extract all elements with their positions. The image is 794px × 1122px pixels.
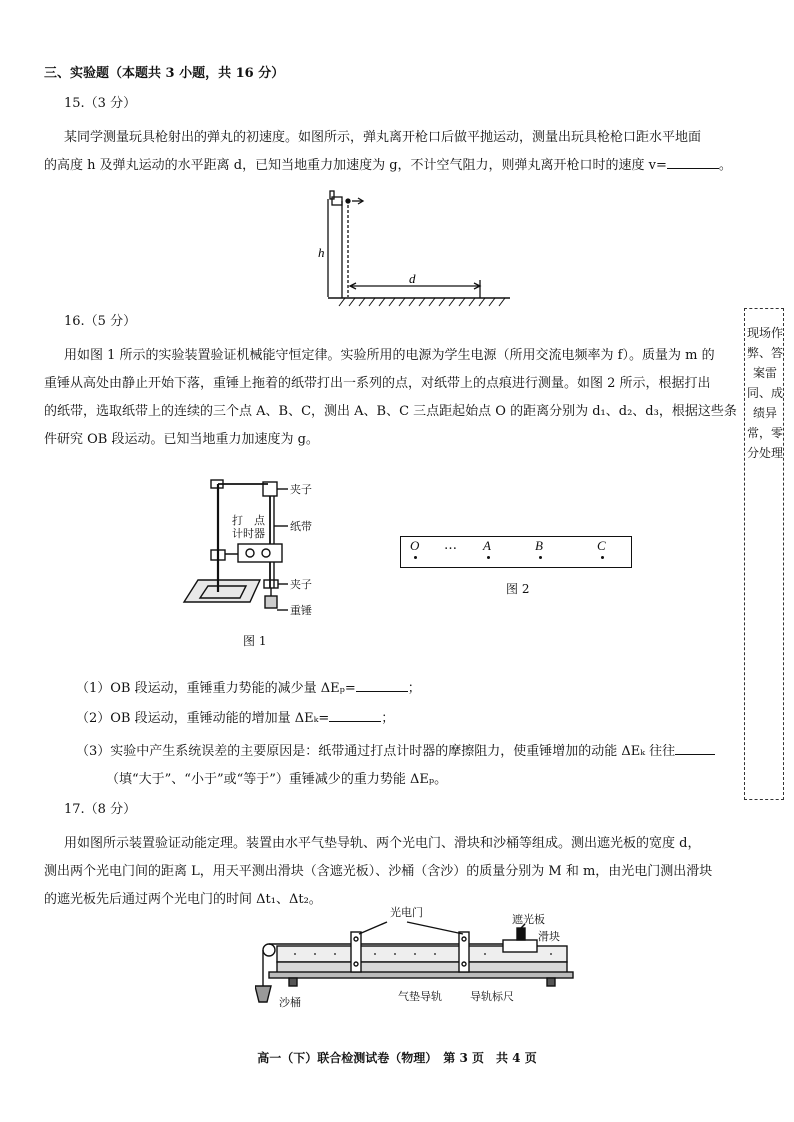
base-table: [184, 580, 260, 602]
fig3-label-slider: 滑块: [538, 930, 560, 943]
q16-sub3-blank[interactable]: [675, 740, 715, 755]
fig3-label-sand-bucket: 沙桶: [279, 996, 301, 1009]
tape-dot-B: [539, 556, 542, 559]
fig1-label-tape: 纸带: [290, 520, 312, 533]
tape-point-C: C: [597, 538, 606, 553]
q16-sub3-wrap: [76, 738, 715, 766]
q15-line2: 的高度 h 及弹丸运动的水平距离 d，已知当地重力加速度为 g，不计空气阻力，则弹丸离开枪口时的速度 v=: [44, 158, 667, 173]
heavy-weight: [265, 596, 277, 608]
tape-ellipsis: …: [444, 538, 457, 553]
q16-sub1-end: ；: [407, 681, 421, 696]
q16-sub2-blank[interactable]: [329, 707, 381, 722]
q17-line1: 用如图所示装置验证动能定理。装置由水平气垫导轨、两个光电门、滑块和沙桶等组成。测出遮光板的宽度 d，: [64, 836, 701, 851]
fig1-label-timer-1: 打 点: [232, 514, 265, 527]
fig-label-h: h: [318, 245, 325, 260]
q17-line3: 的遮光板先后通过两个光电门的时间 Δt₁、Δt₂。: [44, 892, 322, 907]
side-notice-text: 现场作弊、答案雷同、成绩异常，零分处理: [746, 326, 783, 460]
fig3-label-air-track: 气垫导轨: [398, 990, 442, 1003]
leader-photogate-2: [407, 922, 463, 934]
q16-line1: 用如图 1 所示的实验装置验证机械能守恒定律。实验所用的电源为学生电源（所用交流电频率为 f）。质量为 m 的: [64, 348, 715, 363]
shading-plate: [517, 928, 525, 940]
q16-sub3-line1: （3）实验中产生系统误差的主要原因是：纸带通过打点计时器的摩擦阻力，使重锤增加的动能 ΔEₖ 往往: [76, 744, 676, 759]
tape-point-A: A: [483, 538, 491, 553]
q17-number: 17.（8 分）: [64, 802, 137, 817]
track-foot-right: [547, 978, 555, 986]
fig1-label-timer-2: 计时器: [232, 527, 265, 540]
q16-sub1-wrap: [76, 675, 421, 703]
fig3-label-photogate: 光电门: [390, 906, 423, 919]
slider: [503, 940, 537, 952]
fig-label-d: d: [409, 271, 416, 286]
leader-photogate-1: [359, 922, 387, 934]
q16-number: 16.（5 分）: [64, 314, 137, 329]
projectile-figure: [300, 185, 530, 310]
q16-sub1: （1）OB 段运动，重锤重力势能的减少量 ΔEₚ=: [76, 681, 356, 696]
q16-sub3-line2: （填“大于”、“小于”或“等于”）重锤减少的重力势能 ΔEₚ。: [106, 772, 448, 787]
track-base: [269, 972, 573, 978]
q16-sub2: （2）OB 段运动，重锤动能的增加量 ΔEₖ=: [76, 711, 330, 726]
q15-line2-end: 。: [718, 158, 732, 173]
tape-dot-O: [414, 556, 417, 559]
dot-timer: [238, 544, 282, 562]
q15-line1: 某同学测量玩具枪射出的弹丸的初速度。如图所示，弹丸离开枪口后做平抛运动，测量出玩具枪枪口距水平地面: [64, 130, 702, 145]
pulley: [263, 944, 275, 956]
q16-sub1-blank[interactable]: [356, 677, 408, 692]
bullet: [346, 199, 350, 203]
fig1-label-weight: 重锤: [290, 604, 312, 617]
q16-line4: 件研究 OB 段运动。已知当地重力加速度为 g。: [44, 432, 319, 447]
q16-sub2-end: ；: [381, 711, 395, 726]
page-footer: 高一（下）联合检测试卷（物理） 第 3 页 共 4 页: [257, 1051, 537, 1065]
fig3-label-track-scale: 导轨标尺: [470, 990, 514, 1003]
q16-line3: 的纸带，选取纸带上的连续的三个点 A、B、C，测出 A、B、C 三点距起始点 O 的距离分别为 d₁、d₂、d₃，根据这些条: [44, 404, 737, 419]
fig3-label-shading-plate: 遮光板: [512, 913, 545, 926]
tape-dot-A: [487, 556, 490, 559]
tape-point-O: O: [410, 538, 420, 553]
side-notice-box: [744, 308, 784, 800]
q15-answer-blank[interactable]: [667, 154, 719, 169]
apparatus-figure: [178, 470, 348, 630]
fig2-caption: 图 2: [506, 582, 530, 596]
q15-line2-wrap: [44, 152, 732, 180]
section-title: 三、实验题（本题共 3 小题，共 16 分）: [44, 66, 285, 81]
q16-line2: 重锤从高处由静止开始下落，重锤上拖着的纸带打出一系列的点，对纸带上的点痕进行测量。如图 2 所示，根据打出: [44, 376, 711, 391]
fig1-label-clip-top: 夹子: [290, 483, 312, 496]
paper-tape-strip: [400, 536, 632, 568]
weight-clamp: [264, 580, 278, 588]
track-foot-left: [289, 978, 297, 986]
fig1-label-clip-bottom: 夹子: [290, 578, 312, 591]
q17-line2: 测出两个光电门间的距离 L，用天平测出滑块（含遮光板）、沙桶（含沙）的质量分别为 M 和 m，由光电门测出滑块: [44, 864, 713, 879]
tape-dot-C: [601, 556, 604, 559]
sand-bucket: [255, 986, 271, 1002]
fig1-caption: 图 1: [243, 634, 267, 648]
q15-number: 15.（3 分）: [64, 96, 137, 111]
q16-sub2-wrap: [76, 705, 394, 733]
tape-point-B: B: [535, 538, 543, 553]
